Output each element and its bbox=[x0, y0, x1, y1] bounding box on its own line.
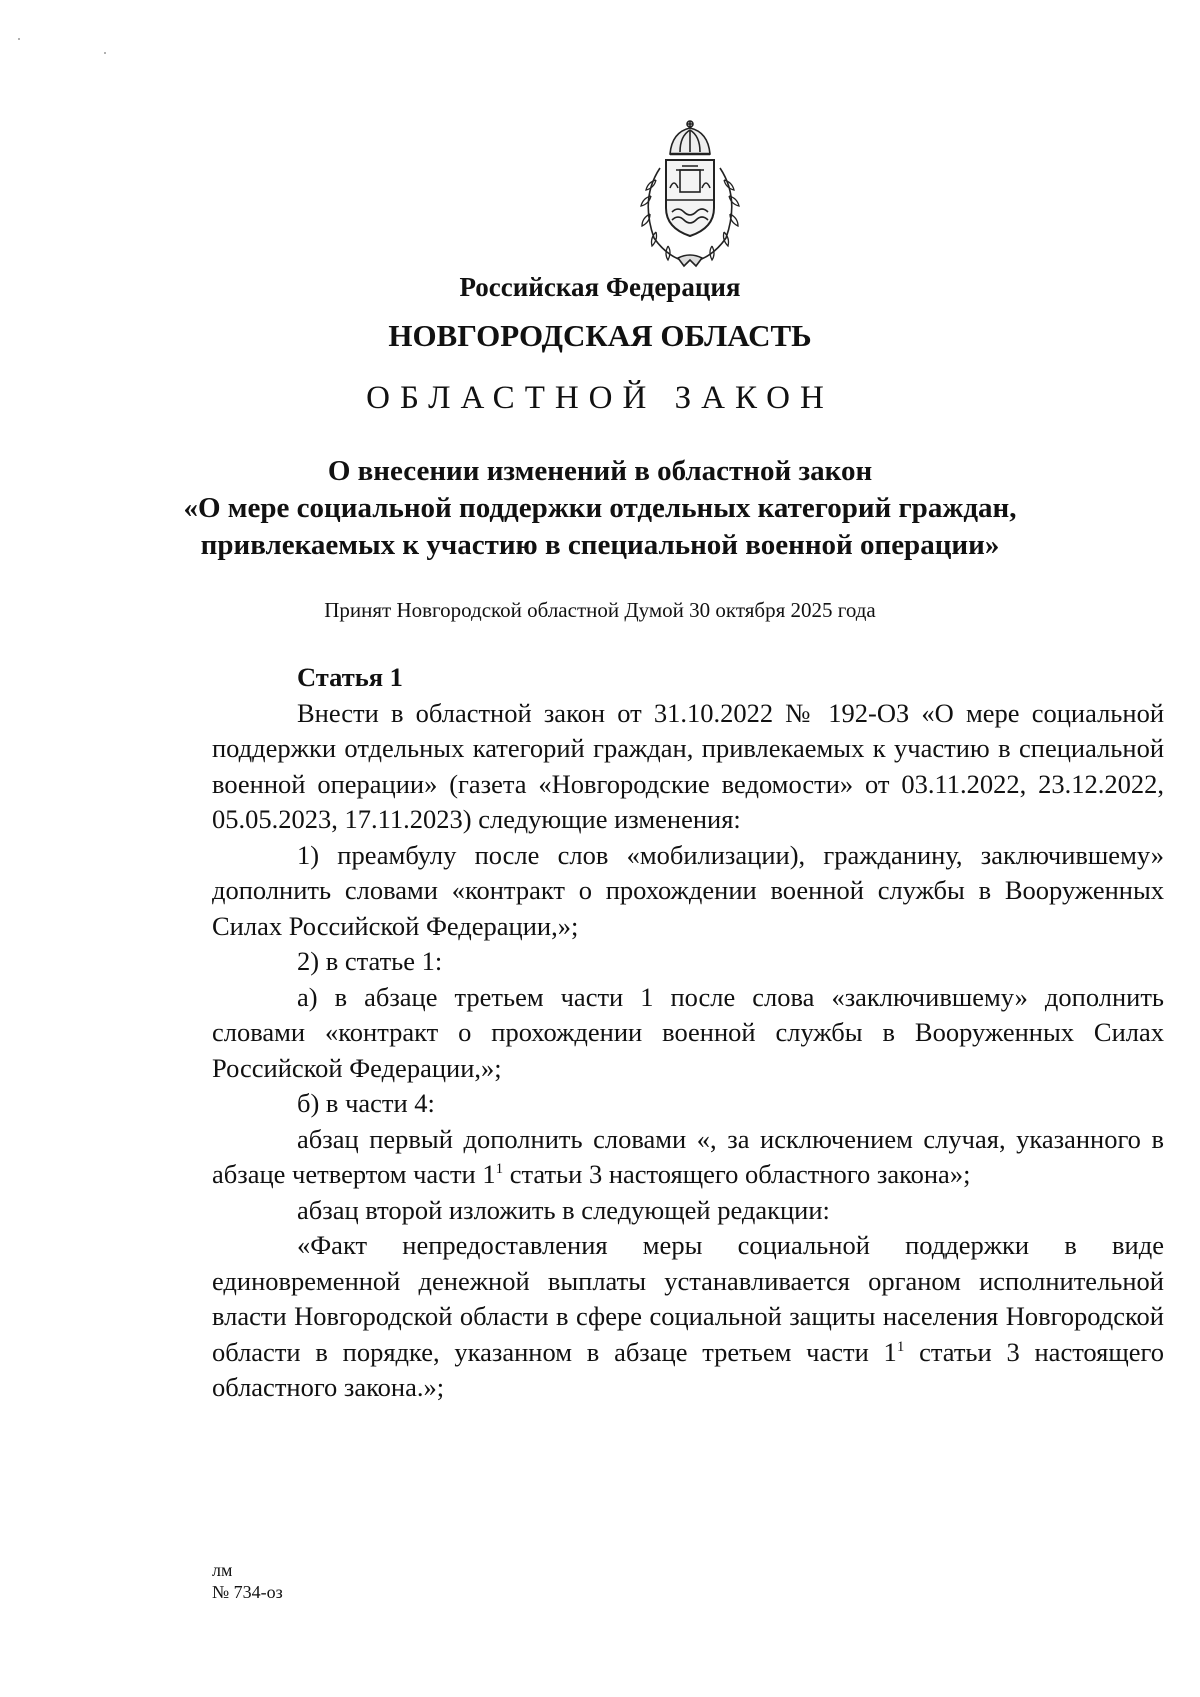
scan-speck bbox=[104, 52, 106, 54]
paragraph: 1) преамбулу после слов «мобилизации), гражданину, заключившему» дополнить словами «контракт о прохождении военной службы в Вооруженных Силах Российской Федерации,»; bbox=[212, 839, 1164, 941]
article-heading: Статья 1 bbox=[297, 662, 403, 692]
footer-registry bbox=[212, 1559, 283, 1603]
paragraph bbox=[212, 1122, 1164, 1193]
paragraph bbox=[212, 1228, 1164, 1406]
law-body bbox=[212, 660, 1164, 1406]
adoption-note: Принят Новгородской областной Думой 30 октября 2025 года bbox=[324, 598, 876, 622]
paragraph: Внести в областной закон от 31.10.2022 № 192-ОЗ «О мере социальной поддержки отдельных категорий граждан, привлекаемых к участию в специальной военной операции» (газета «Новгородские ведомости» от 03.11.2022, 23.12.2022, 05.05.2023, 17.11.2023) следующие изменения: bbox=[212, 697, 1164, 834]
paragraph: абзац второй изложить в следующей редакции: bbox=[297, 1194, 830, 1225]
coat-of-arms-emblem bbox=[620, 118, 760, 268]
scan-speck bbox=[18, 38, 20, 40]
paragraph-text: статьи 3 настоящего областного закона.»; bbox=[212, 1336, 1164, 1402]
paragraph: б) в части 4: bbox=[297, 1088, 435, 1118]
paragraph: а) в абзаце третьем части 1 после слова «заключившему» дополнить словами «контракт о прохождении военной службы в Вооруженных Силах Российской Федерации,»; bbox=[212, 981, 1164, 1083]
region-name: НОВГОРОДСКАЯ ОБЛАСТЬ bbox=[388, 318, 812, 353]
document-type: ОБЛАСТНОЙ ЗАКОН bbox=[366, 380, 834, 416]
footer-initials: лм bbox=[212, 1560, 233, 1580]
paragraph-text: статьи 3 настоящего областного закона»; bbox=[503, 1159, 971, 1189]
law-title bbox=[150, 453, 1050, 564]
superscript: 1 bbox=[896, 1338, 905, 1355]
paragraph-text: «Факт непредоставления меры социальной поддержки в виде единовременной денежной выплаты устанавливается органом исполнительной власти Новгородской области в сфере социальной защиты населения Новгородской области в порядке, указанном в абзаце третьем части 1 bbox=[212, 1230, 1164, 1367]
country-name: Российская Федерация bbox=[459, 272, 741, 302]
footer-number: № 734-оз bbox=[212, 1582, 283, 1602]
paragraph: 2) в статье 1: bbox=[297, 946, 443, 976]
law-title-line: привлекаемых к участию в специальной военной операции» bbox=[200, 529, 1000, 561]
paragraph-text: абзац первый дополнить словами «, за исключением случая, указанного в абзаце четвертом части 1 bbox=[212, 1123, 1164, 1189]
law-title-line: «О мере социальной поддержки отдельных категорий граждан, bbox=[183, 492, 1017, 524]
superscript: 1 bbox=[495, 1161, 504, 1178]
law-title-line: О внесении изменений в областной закон bbox=[327, 455, 873, 487]
